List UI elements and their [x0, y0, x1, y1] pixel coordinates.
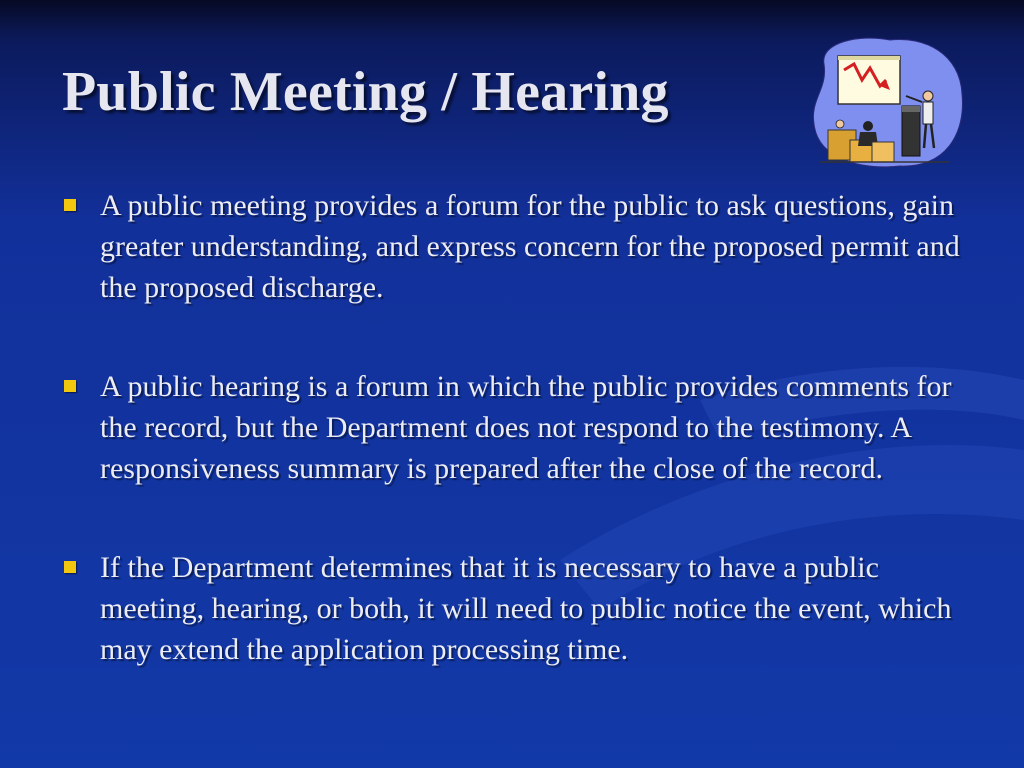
square-bullet-icon — [64, 380, 76, 392]
bullet-department-notice — [60, 547, 960, 670]
bullet-public-meeting — [60, 185, 960, 308]
bullet-list — [60, 185, 960, 670]
bullet-public-hearing — [60, 366, 960, 489]
square-bullet-icon — [64, 561, 76, 573]
bullet-text: A public meeting provides a forum for the public to ask questions, gain greater understanding, and express concern for the proposed permit and the proposed discharge. — [100, 189, 960, 304]
bullet-text: If the Department determines that it is necessary to have a public meeting, hearing, or both, it will need to public notice the event, which may extend the application processing time. — [100, 551, 952, 666]
slide-title: Public Meeting / Hearing — [62, 61, 669, 123]
presentation-meeting-clipart-icon — [810, 34, 966, 170]
bullet-text: A public hearing is a forum in which the public provides comments for the record, but the Department does not respond to the testimony. A responsiveness summary is prepared after the close of the record. — [100, 370, 952, 485]
square-bullet-icon — [64, 199, 76, 211]
